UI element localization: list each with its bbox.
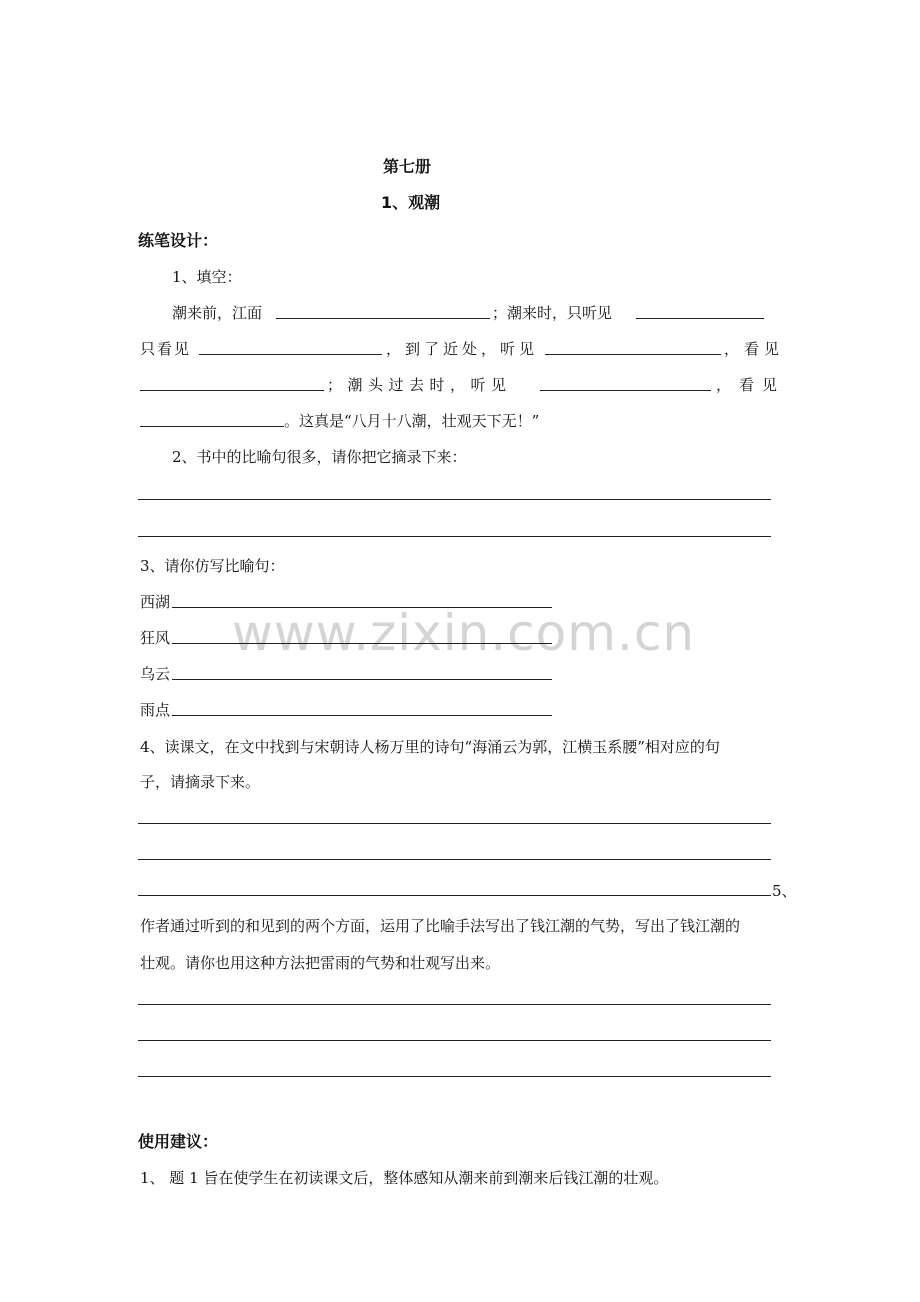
q5-text: 壮观。请你也用这种方法把雷雨的气势和壮观写出来。 <box>140 954 501 972</box>
answer-line[interactable] <box>138 895 771 896</box>
q1-text: 潮来前，江面 <box>172 304 263 322</box>
answer-line[interactable] <box>138 823 771 824</box>
q1-label: 1、填空： <box>172 268 242 286</box>
q3-prompt: 乌云 <box>140 665 171 683</box>
q3-label: 3、请你仿写比喻句： <box>140 557 285 575</box>
q1-text: ，到了近处，听见 <box>386 340 539 358</box>
q5-number: 5、 <box>772 882 797 900</box>
volume-title: 第七册 <box>383 157 432 176</box>
blank-line[interactable] <box>199 354 382 355</box>
q5-text: 作者通过听到的和见到的两个方面，运用了比喻手法写出了钱江潮的气势，写出了钱江潮的 <box>140 917 741 935</box>
answer-line[interactable] <box>138 1004 771 1005</box>
answer-line[interactable] <box>138 536 771 537</box>
q4-text: 4、读课文，在文中找到与宋朝诗人杨万里的诗句“海涌云为郭，江横玉系腰”相对应的句 <box>140 738 720 756</box>
answer-line[interactable] <box>138 1076 771 1077</box>
q1-text: ；潮头过去时，听见 <box>327 376 512 394</box>
answer-line[interactable] <box>172 715 552 716</box>
answer-line[interactable] <box>138 499 771 500</box>
answer-line[interactable] <box>172 679 552 680</box>
blank-line[interactable] <box>140 390 324 391</box>
q1-text: ，看见 <box>716 376 786 394</box>
q1-text: ，看见 <box>724 340 785 358</box>
blank-line[interactable] <box>276 318 490 319</box>
watermark: www.zixin.com.cn <box>232 604 696 662</box>
answer-line[interactable] <box>172 607 552 608</box>
q3-prompt: 雨点 <box>140 701 171 719</box>
blank-line[interactable] <box>140 426 284 427</box>
q1-text: ；潮来时，只听见 <box>492 304 613 322</box>
q4-text: 子，请摘录下来。 <box>140 773 261 791</box>
q2-label: 2、书中的比喻句很多，请你把它摘录下来： <box>172 448 467 466</box>
answer-line[interactable] <box>172 643 552 644</box>
lesson-title: 1、观潮 <box>381 193 441 212</box>
suggestions-heading: 使用建议： <box>138 1132 219 1151</box>
q3-prompt: 狂风 <box>140 629 171 647</box>
q1-text: 。这真是“八月十八潮，壮观天下无！” <box>284 412 540 430</box>
practice-heading: 练笔设计： <box>138 231 219 250</box>
answer-line[interactable] <box>138 859 771 860</box>
blank-line[interactable] <box>540 390 711 391</box>
blank-line[interactable] <box>545 354 721 355</box>
q3-prompt: 西湖 <box>140 593 171 611</box>
suggestion-item: 1、 题 1 旨在使学生在初读课文后，整体感知从潮来前到潮来后钱江潮的壮观。 <box>140 1169 669 1187</box>
q1-text: 只看见 <box>140 340 192 358</box>
blank-line[interactable] <box>636 318 764 319</box>
answer-line[interactable] <box>138 1040 771 1041</box>
